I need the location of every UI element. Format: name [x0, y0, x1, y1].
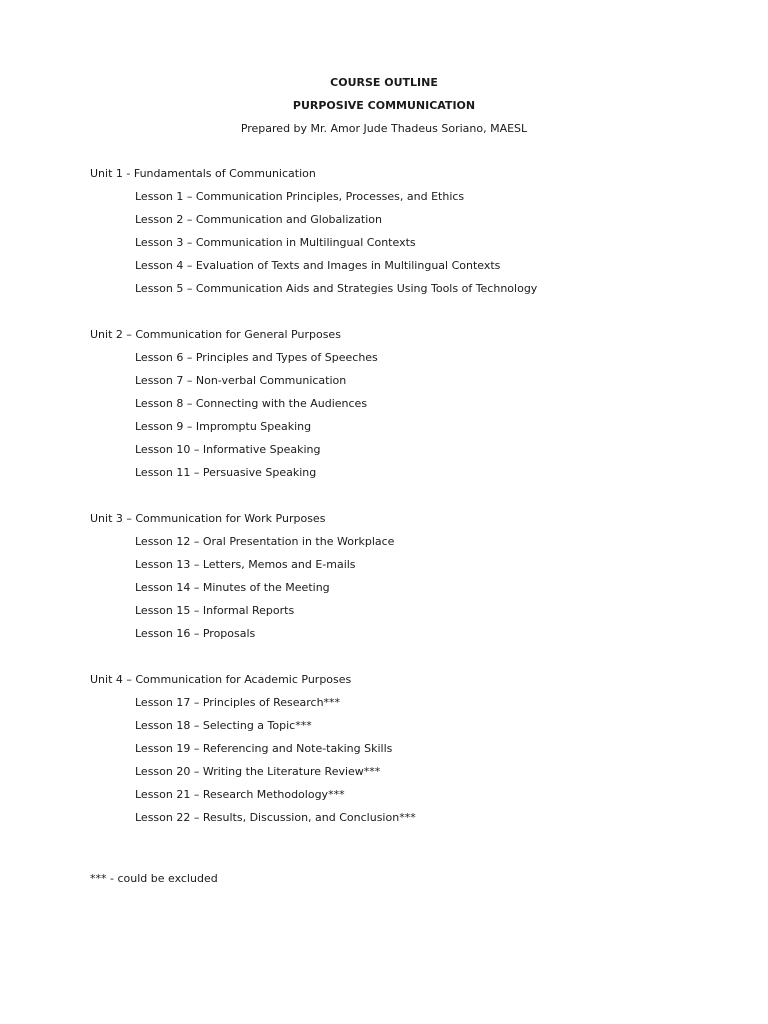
lesson-item: Lesson 17 – Principles of Research***	[135, 696, 341, 709]
lesson-item: Lesson 12 – Oral Presentation in the Workplace	[135, 535, 395, 548]
unit-4	[90, 668, 730, 829]
unit-3	[90, 507, 730, 645]
unit-1	[90, 162, 730, 300]
lesson-item: Lesson 1 – Communication Principles, Processes, and Ethics	[135, 190, 465, 203]
unit-title: Unit 4 – Communication for Academic Purposes	[90, 673, 352, 686]
unit-2	[90, 323, 730, 484]
document-header	[0, 71, 768, 140]
footnote: *** - could be excluded	[90, 872, 218, 885]
lesson-item: Lesson 18 – Selecting a Topic***	[135, 719, 312, 732]
unit-title: Unit 1 - Fundamentals of Communication	[90, 167, 316, 180]
lesson-item: Lesson 7 – Non-verbal Communication	[135, 374, 347, 387]
lesson-item: Lesson 22 – Results, Discussion, and Conclusion***	[135, 811, 416, 824]
lesson-item: Lesson 6 – Principles and Types of Speeches	[135, 351, 378, 364]
unit-title: Unit 2 – Communication for General Purposes	[90, 328, 341, 341]
prepared-by: Prepared by Mr. Amor Jude Thadeus Soriano, MAESL	[240, 122, 528, 135]
lesson-item: Lesson 2 – Communication and Globalization	[135, 213, 382, 226]
lesson-item: Lesson 19 – Referencing and Note-taking Skills	[135, 742, 393, 755]
document-subtitle: PURPOSIVE COMMUNICATION	[292, 99, 476, 112]
lesson-item: Lesson 4 – Evaluation of Texts and Images in Multilingual Contexts	[135, 259, 501, 272]
unit-title: Unit 3 – Communication for Work Purposes	[90, 512, 326, 525]
lesson-item: Lesson 8 – Connecting with the Audiences	[135, 397, 368, 410]
lesson-item: Lesson 10 – Informative Speaking	[135, 443, 321, 456]
lesson-item: Lesson 20 – Writing the Literature Review***	[135, 765, 381, 778]
lesson-item: Lesson 11 – Persuasive Speaking	[135, 466, 317, 479]
lesson-item: Lesson 9 – Impromptu Speaking	[135, 420, 312, 433]
lesson-item: Lesson 15 – Informal Reports	[135, 604, 295, 617]
lesson-item: Lesson 13 – Letters, Memos and E-mails	[135, 558, 356, 571]
lesson-item: Lesson 5 – Communication Aids and Strategies Using Tools of Technology	[135, 282, 538, 295]
lesson-item: Lesson 14 – Minutes of the Meeting	[135, 581, 330, 594]
course-outline	[90, 162, 730, 852]
lesson-item: Lesson 16 – Proposals	[135, 627, 256, 640]
lesson-item: Lesson 3 – Communication in Multilingual Contexts	[135, 236, 416, 249]
lesson-item: Lesson 21 – Research Methodology***	[135, 788, 345, 801]
document-title: COURSE OUTLINE	[330, 76, 438, 89]
